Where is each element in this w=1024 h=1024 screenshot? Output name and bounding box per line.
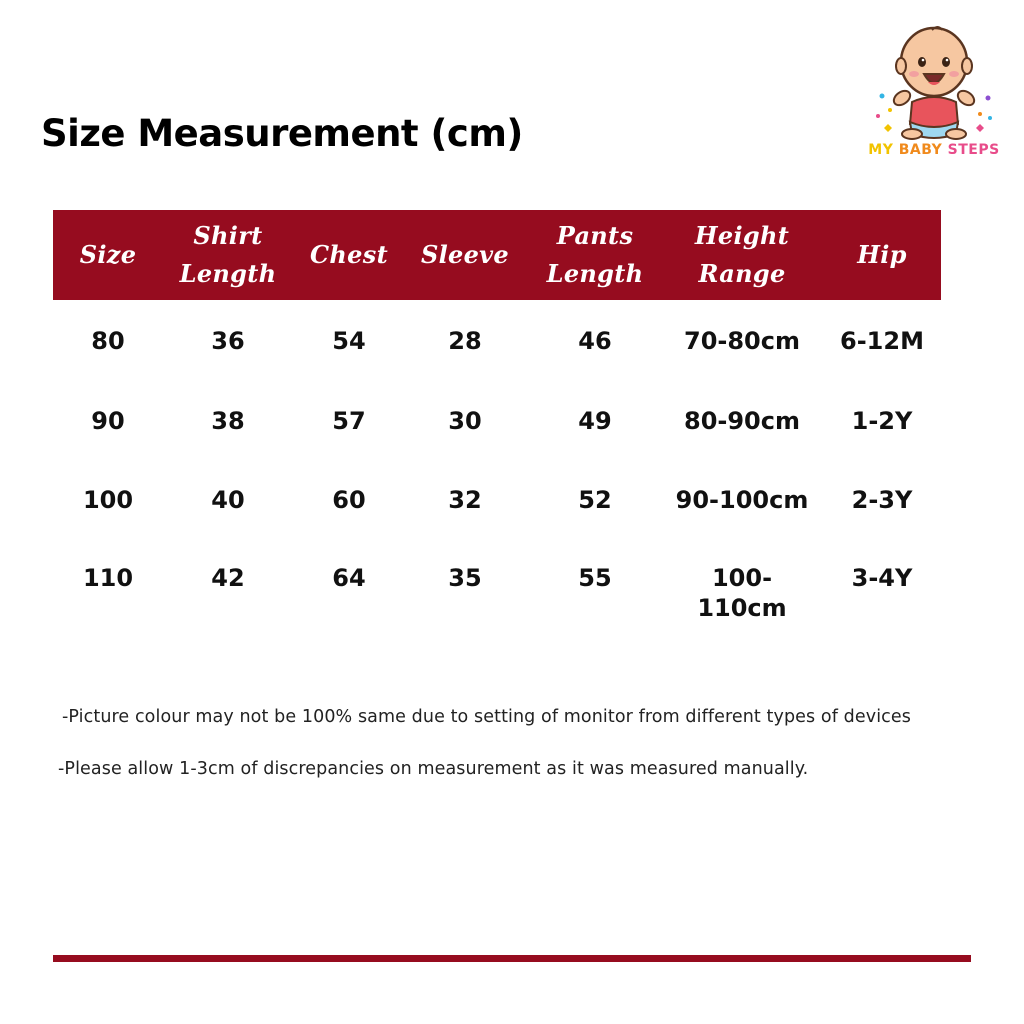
brand-logo <box>858 18 1010 168</box>
cell-sleeve: 30 <box>448 407 482 435</box>
cell-size: 100 <box>82 486 134 514</box>
brand-word-3: STEPS <box>947 142 1000 158</box>
size-table <box>53 210 941 622</box>
note-measurement-disclaimer: -Please allow 1-3cm of discrepancies on measurement as it was measured manually. <box>58 759 809 779</box>
header-shirt-length <box>168 210 288 300</box>
cell-sleeve: 35 <box>448 564 482 592</box>
header-hip <box>822 210 942 300</box>
cell-shirt-length: 42 <box>211 564 245 592</box>
cell-size: 110 <box>82 564 134 592</box>
header-chest <box>289 210 409 300</box>
cell-shirt-length: 38 <box>211 407 245 435</box>
cell-shirt-length: 36 <box>211 327 245 355</box>
header-shirt-length-line1: Shirt <box>193 221 263 250</box>
header-height-range-line2: Range <box>698 259 786 288</box>
table-row <box>53 480 941 520</box>
page-title: Size Measurement (cm) <box>41 112 523 155</box>
header-pants-length-line2: Length <box>546 259 644 288</box>
cell-pants-length: 49 <box>578 407 612 435</box>
table-row <box>53 321 941 361</box>
cell-shirt-length: 40 <box>211 486 245 514</box>
header-chest-label: Chest <box>310 240 388 269</box>
cell-size: 80 <box>91 327 125 355</box>
brand-name <box>858 142 1010 158</box>
cell-height-range: 90-100cm <box>675 486 809 514</box>
header-pants-length-line1: Pants <box>556 221 634 250</box>
footer-divider <box>53 955 971 962</box>
cell-hip: 6-12M <box>840 327 924 355</box>
cell-hip: 3-4Y <box>851 564 913 592</box>
cell-hip: 2-3Y <box>851 486 913 514</box>
header-size <box>48 210 168 300</box>
cell-height-range: 80-90cm <box>684 407 800 435</box>
header-pants-length <box>535 210 655 300</box>
cell-height-range: 70-80cm <box>684 327 800 355</box>
header-height-range-line1: Height <box>694 221 790 250</box>
header-sleeve-label: Sleeve <box>420 240 509 269</box>
cell-pants-length: 46 <box>578 327 612 355</box>
cell-sleeve: 32 <box>448 486 482 514</box>
brand-word-2: BABY <box>898 142 943 158</box>
cell-sleeve: 28 <box>448 327 482 355</box>
baby-mascot-icon <box>872 18 996 142</box>
header-sleeve <box>405 210 525 300</box>
cell-chest: 64 <box>332 564 366 592</box>
cell-pants-length: 52 <box>578 486 612 514</box>
table-row <box>53 401 941 441</box>
table-header <box>53 210 941 300</box>
header-size-label: Size <box>79 240 137 269</box>
table-row <box>53 558 941 622</box>
cell-hip: 1-2Y <box>851 407 913 435</box>
header-height-range <box>682 210 802 300</box>
cell-size: 90 <box>91 407 125 435</box>
cell-chest: 57 <box>332 407 366 435</box>
note-colour-disclaimer: -Picture colour may not be 100% same due to setting of monitor from different types of devices <box>62 707 911 727</box>
brand-word-1: MY <box>868 142 894 158</box>
header-shirt-length-line2: Length <box>179 259 277 288</box>
header-hip-label: Hip <box>857 240 907 269</box>
cell-chest: 60 <box>332 486 366 514</box>
cell-height-range: 100-110cm <box>697 564 787 622</box>
cell-pants-length: 55 <box>578 564 612 592</box>
cell-chest: 54 <box>332 327 366 355</box>
